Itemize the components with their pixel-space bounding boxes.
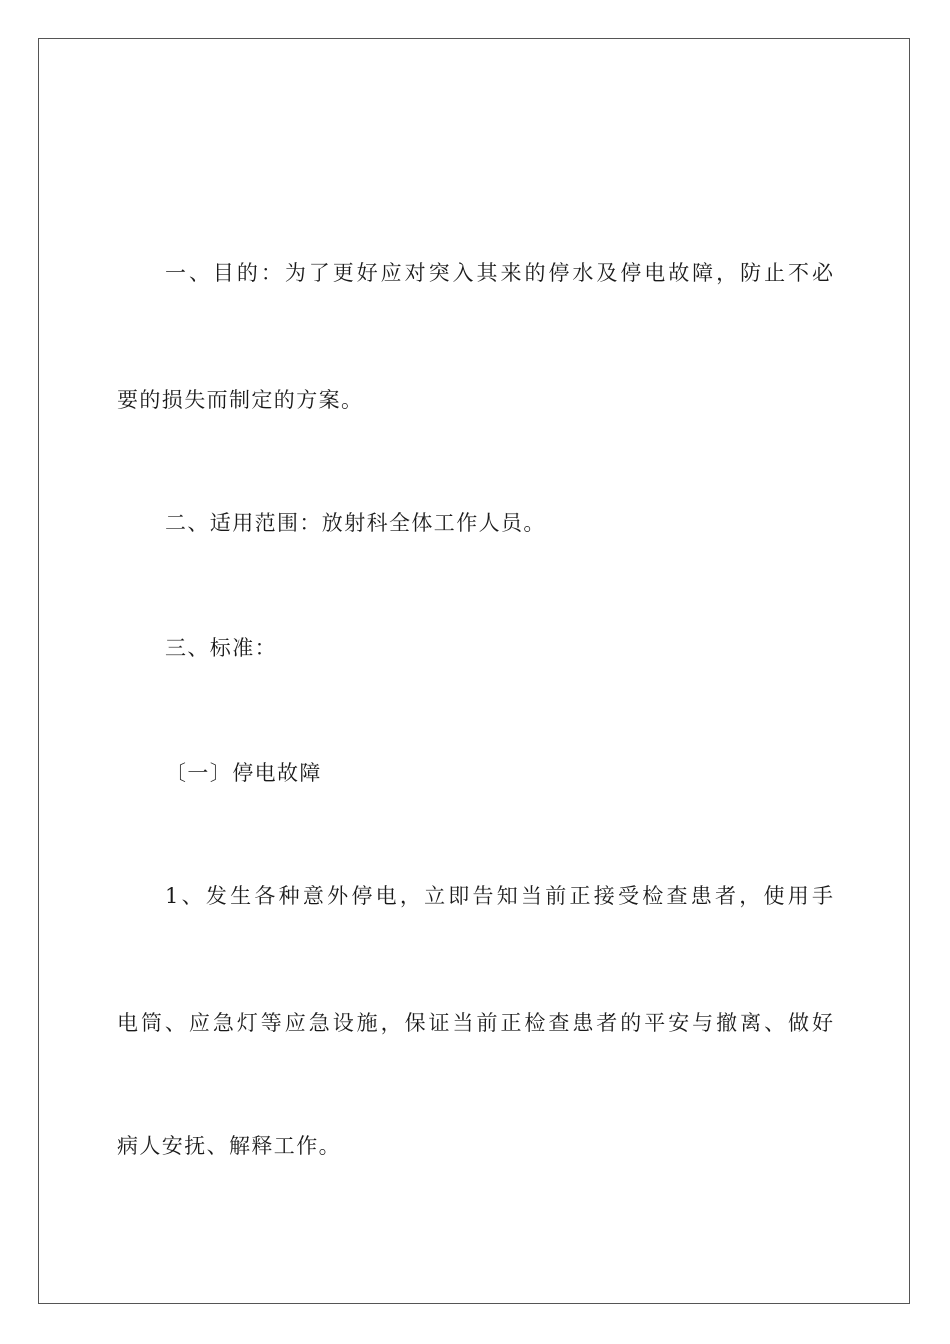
section-heading-power-failure: 〔一〕停电故障 bbox=[165, 761, 322, 785]
paragraph-standard: 三、标准： bbox=[165, 636, 277, 660]
page-border bbox=[38, 38, 910, 1304]
item-1-line-2: 电筒、应急灯等应急设施，保证当前正检查患者的平安与撤离、做好 bbox=[117, 1011, 833, 1035]
paragraph-purpose-line-2: 要的损失而制定的方案。 bbox=[117, 388, 364, 412]
paragraph-purpose-line-1: 一、目的：为了更好应对突入其来的停水及停电故障，防止不必 bbox=[165, 261, 833, 285]
paragraph-scope: 二、适用范围：放射科全体工作人员。 bbox=[165, 511, 546, 535]
item-1-line-3: 病人安抚、解释工作。 bbox=[117, 1134, 341, 1158]
item-1-line-1: 1、发生各种意外停电，立即告知当前正接受检查患者，使用手 bbox=[165, 884, 833, 908]
